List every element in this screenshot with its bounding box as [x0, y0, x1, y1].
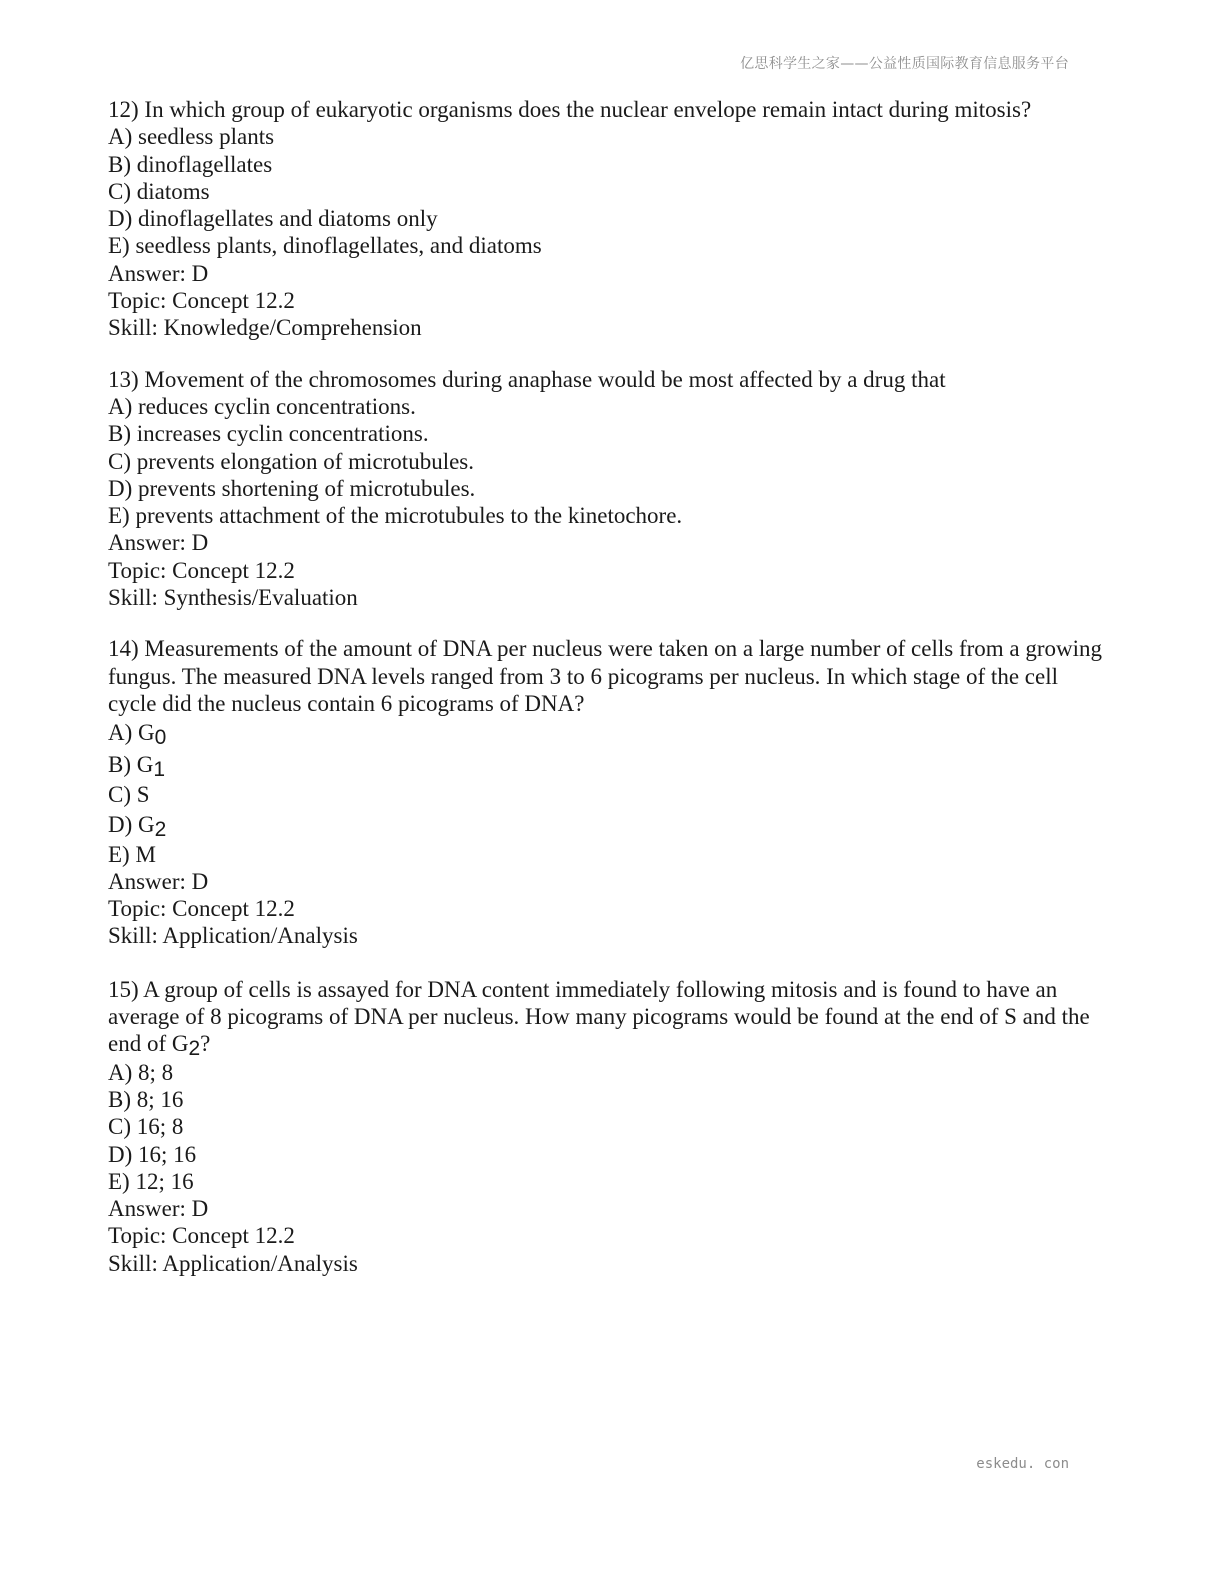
option-a: [108, 717, 1108, 749]
option-c: C) diatoms: [108, 178, 210, 204]
option-b-main: B) G: [108, 752, 154, 778]
option-d: D) prevents shortening of microtubules.: [108, 475, 476, 501]
option-c: C) S: [108, 782, 150, 808]
option-a-subscript: 0: [154, 726, 167, 750]
option-c: C) 16; 8: [108, 1114, 184, 1140]
option-d-main: D) G: [108, 811, 155, 837]
question-stem: [108, 976, 1108, 1059]
option-d: D) dinoflagellates and diatoms only: [108, 206, 438, 232]
page-footer: eskedu. con: [976, 1456, 1069, 1472]
option-b: B) dinoflagellates: [108, 151, 273, 177]
topic-line: Topic: Concept 12.2: [108, 557, 295, 583]
option-a: A) 8; 8: [108, 1059, 174, 1085]
option-a: A) reduces cyclin concentrations.: [108, 393, 416, 419]
question-15: [108, 976, 1108, 1277]
question-stem: 12) In which group of eukaryotic organisms does the nuclear envelope remain intact during mitosis?: [108, 97, 1032, 122]
question-13: [108, 366, 1108, 612]
option-b: B) 8; 16: [108, 1086, 184, 1112]
question-list: [108, 96, 1108, 1301]
question-stem-subscript: 2: [188, 1037, 201, 1061]
option-b: B) increases cyclin concentrations.: [108, 421, 429, 447]
skill-line: Skill: Application/Analysis: [108, 923, 358, 949]
question-stem: 13) Movement of the chromosomes during anaphase would be most affected by a drug that: [108, 366, 946, 392]
page-header: 亿思科学生之家——公益性质国际教育信息服务平台: [740, 56, 1069, 72]
option-d: D) 16; 16: [108, 1141, 197, 1167]
question-14: [108, 635, 1108, 949]
question-stem: 14) Measurements of the amount of DNA per nucleus were taken on a large number of cells from a growing fungus. The measured DNA levels ranged from 3 to 6 picograms per nucleus. In which stage of the cell cycle did the nucleus contain 6 picograms of DNA?: [108, 636, 1103, 716]
option-c: C) prevents elongation of microtubules.: [108, 448, 475, 474]
option-e: E) M: [108, 841, 156, 867]
skill-line: Skill: Knowledge/Comprehension: [108, 315, 422, 341]
option-e: E) 12; 16: [108, 1168, 194, 1194]
question-stem-tail: ?: [200, 1031, 211, 1057]
option-b-subscript: 1: [153, 758, 166, 782]
answer-line: Answer: D: [108, 530, 209, 556]
option-a-main: A) G: [108, 720, 155, 746]
option-b: [108, 749, 1108, 781]
option-d: [108, 809, 1108, 841]
topic-line: Topic: Concept 12.2: [108, 288, 295, 314]
question-stem-main: 15) A group of cells is assayed for DNA content immediately following mitosis and is found to have an average of 8 picograms of DNA per nucleus. How many picograms would be found at the end of S and the end of G: [108, 976, 1090, 1057]
answer-line: Answer: D: [108, 260, 209, 286]
skill-line: Skill: Application/Analysis: [108, 1250, 358, 1276]
option-a: A) seedless plants: [108, 124, 275, 150]
option-e: E) seedless plants, dinoflagellates, and diatoms: [108, 233, 542, 259]
answer-line: Answer: D: [108, 1196, 209, 1222]
question-12: [108, 96, 1108, 342]
skill-line: Skill: Synthesis/Evaluation: [108, 585, 358, 611]
option-d-subscript: 2: [154, 817, 167, 841]
option-e: E) prevents attachment of the microtubules to the kinetochore.: [108, 503, 683, 529]
topic-line: Topic: Concept 12.2: [108, 896, 295, 922]
answer-line: Answer: D: [108, 868, 209, 894]
topic-line: Topic: Concept 12.2: [108, 1223, 295, 1249]
